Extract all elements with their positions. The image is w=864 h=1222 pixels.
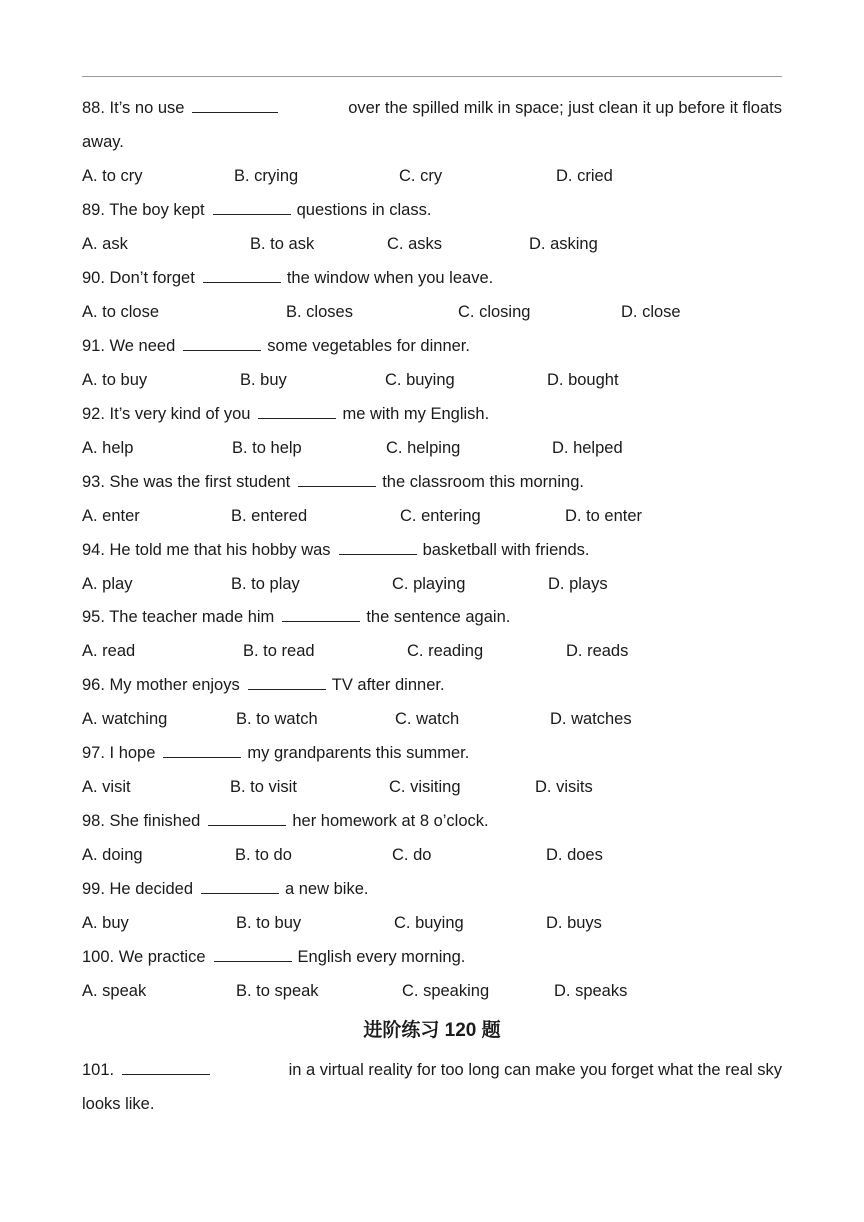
question-97-text-rest: my grandparents this summer. — [247, 744, 470, 762]
question-101-text: 101. — [82, 1061, 115, 1079]
option-c: C. buying — [394, 914, 464, 932]
option-b: B. buy — [240, 371, 287, 389]
option-c: C. visiting — [389, 778, 461, 796]
option-b: B. entered — [231, 507, 308, 525]
question-100-text-rest: English every morning. — [297, 948, 466, 966]
option-c: C. helping — [386, 439, 461, 457]
question-98-text-rest: her homework at 8 o’clock. — [292, 812, 489, 830]
option-b: B. to ask — [250, 235, 315, 253]
option-d: D. reads — [566, 642, 629, 660]
question-90 — [82, 268, 782, 288]
question-91-text-rest: some vegetables for dinner. — [267, 337, 470, 355]
option-c: C. closing — [458, 303, 531, 321]
question-93-text: 93. She was the first student — [82, 473, 291, 491]
question-90-text: 90. Don’t forget — [82, 269, 195, 287]
option-a: A. to cry — [82, 167, 143, 185]
question-90-text-rest: the window when you leave. — [286, 269, 494, 287]
question-89 — [82, 200, 782, 220]
question-101-continuation: looks like. — [82, 1095, 155, 1113]
question-96-text: 96. My mother enjoys — [82, 676, 240, 694]
question-93-text-rest: the classroom this morning. — [382, 473, 584, 491]
answer-blank[interactable] — [192, 98, 278, 113]
question-92 — [82, 404, 782, 424]
option-d: D. visits — [535, 778, 593, 796]
question-88-text-rest: over the spilled milk in space; just clean it up before it floats — [348, 99, 782, 117]
option-c: C. reading — [407, 642, 484, 660]
question-94 — [82, 540, 782, 560]
answer-blank[interactable] — [248, 675, 326, 690]
option-c: C. playing — [392, 575, 466, 593]
option-c: C. buying — [385, 371, 455, 389]
option-b: B. crying — [234, 167, 299, 185]
option-a: A. doing — [82, 846, 143, 864]
option-d: D. plays — [548, 575, 608, 593]
option-b: B. to watch — [236, 710, 318, 728]
question-98-text: 98. She finished — [82, 812, 201, 830]
option-d: D. to enter — [565, 507, 643, 525]
question-98 — [82, 811, 782, 831]
option-d: D. does — [546, 846, 603, 864]
answer-blank[interactable] — [183, 336, 261, 351]
question-94-text-rest: basketball with friends. — [422, 541, 590, 559]
question-89-text: 89. The boy kept — [82, 201, 205, 219]
answer-blank[interactable] — [122, 1060, 210, 1075]
option-a: A. ask — [82, 235, 128, 253]
header-divider — [82, 76, 782, 77]
option-b: B. to visit — [230, 778, 297, 796]
option-d: D. speaks — [554, 982, 628, 1000]
answer-blank[interactable] — [298, 472, 376, 487]
option-c: C. entering — [400, 507, 481, 525]
answer-blank[interactable] — [203, 268, 281, 283]
answer-blank[interactable] — [258, 404, 336, 419]
option-b: B. to buy — [236, 914, 302, 932]
question-95-text-rest: the sentence again. — [366, 608, 511, 626]
question-93 — [82, 472, 782, 492]
question-88-continuation: away. — [82, 133, 124, 151]
option-b: B. to speak — [236, 982, 319, 1000]
option-d: D. cried — [556, 167, 613, 185]
question-97 — [82, 743, 782, 763]
option-b: B. to do — [235, 846, 292, 864]
option-d: D. watches — [550, 710, 632, 728]
question-96-text-rest: TV after dinner. — [331, 676, 445, 694]
option-d: D. buys — [546, 914, 602, 932]
answer-blank[interactable] — [282, 607, 360, 622]
question-88 — [82, 98, 782, 118]
answer-blank[interactable] — [339, 540, 417, 555]
question-99 — [82, 879, 782, 899]
option-a: A. buy — [82, 914, 129, 932]
question-101 — [82, 1060, 782, 1080]
question-100-text: 100. We practice — [82, 948, 206, 966]
answer-blank[interactable] — [214, 947, 292, 962]
option-b: B. to play — [231, 575, 300, 593]
question-89-text-rest: questions in class. — [296, 201, 432, 219]
answer-blank[interactable] — [208, 811, 286, 826]
option-a: A. help — [82, 439, 134, 457]
question-101-text-rest: in a virtual reality for too long can make you forget what the real sky — [288, 1061, 782, 1079]
option-d: D. asking — [529, 235, 598, 253]
question-100 — [82, 947, 782, 967]
option-c: C. speaking — [402, 982, 490, 1000]
option-c: C. cry — [399, 167, 443, 185]
option-c: C. asks — [387, 235, 443, 253]
option-a: A. enter — [82, 507, 140, 525]
question-91 — [82, 336, 782, 356]
question-99-text-rest: a new bike. — [285, 880, 369, 898]
question-95-text: 95. The teacher made him — [82, 608, 275, 626]
question-96 — [82, 675, 782, 695]
option-c: C. watch — [395, 710, 460, 728]
question-99-text: 99. He decided — [82, 880, 193, 898]
answer-blank[interactable] — [201, 879, 279, 894]
option-b: B. closes — [286, 303, 353, 321]
option-b: B. to help — [232, 439, 302, 457]
option-d: D. helped — [552, 439, 623, 457]
question-91-text: 91. We need — [82, 337, 176, 355]
option-d: D. bought — [547, 371, 619, 389]
question-88-text: 88. It’s no use — [82, 99, 185, 117]
question-95 — [82, 607, 782, 627]
question-92-text-rest: me with my English. — [342, 405, 490, 423]
question-92-text: 92. It’s very kind of you — [82, 405, 251, 423]
option-c: C. do — [392, 846, 432, 864]
option-a: A. to buy — [82, 371, 148, 389]
section-title: 进阶练习 120 题 — [363, 1020, 501, 1041]
question-97-text: 97. I hope — [82, 744, 156, 762]
answer-blank[interactable] — [163, 743, 241, 758]
option-a: A. read — [82, 642, 136, 660]
option-b: B. to read — [243, 642, 315, 660]
option-a: A. speak — [82, 982, 147, 1000]
question-94-text: 94. He told me that his hobby was — [82, 541, 331, 559]
option-a: A. play — [82, 575, 133, 593]
option-d: D. close — [621, 303, 681, 321]
option-a: A. to close — [82, 303, 160, 321]
answer-blank[interactable] — [213, 200, 291, 215]
option-a: A. watching — [82, 710, 168, 728]
option-a: A. visit — [82, 778, 131, 796]
